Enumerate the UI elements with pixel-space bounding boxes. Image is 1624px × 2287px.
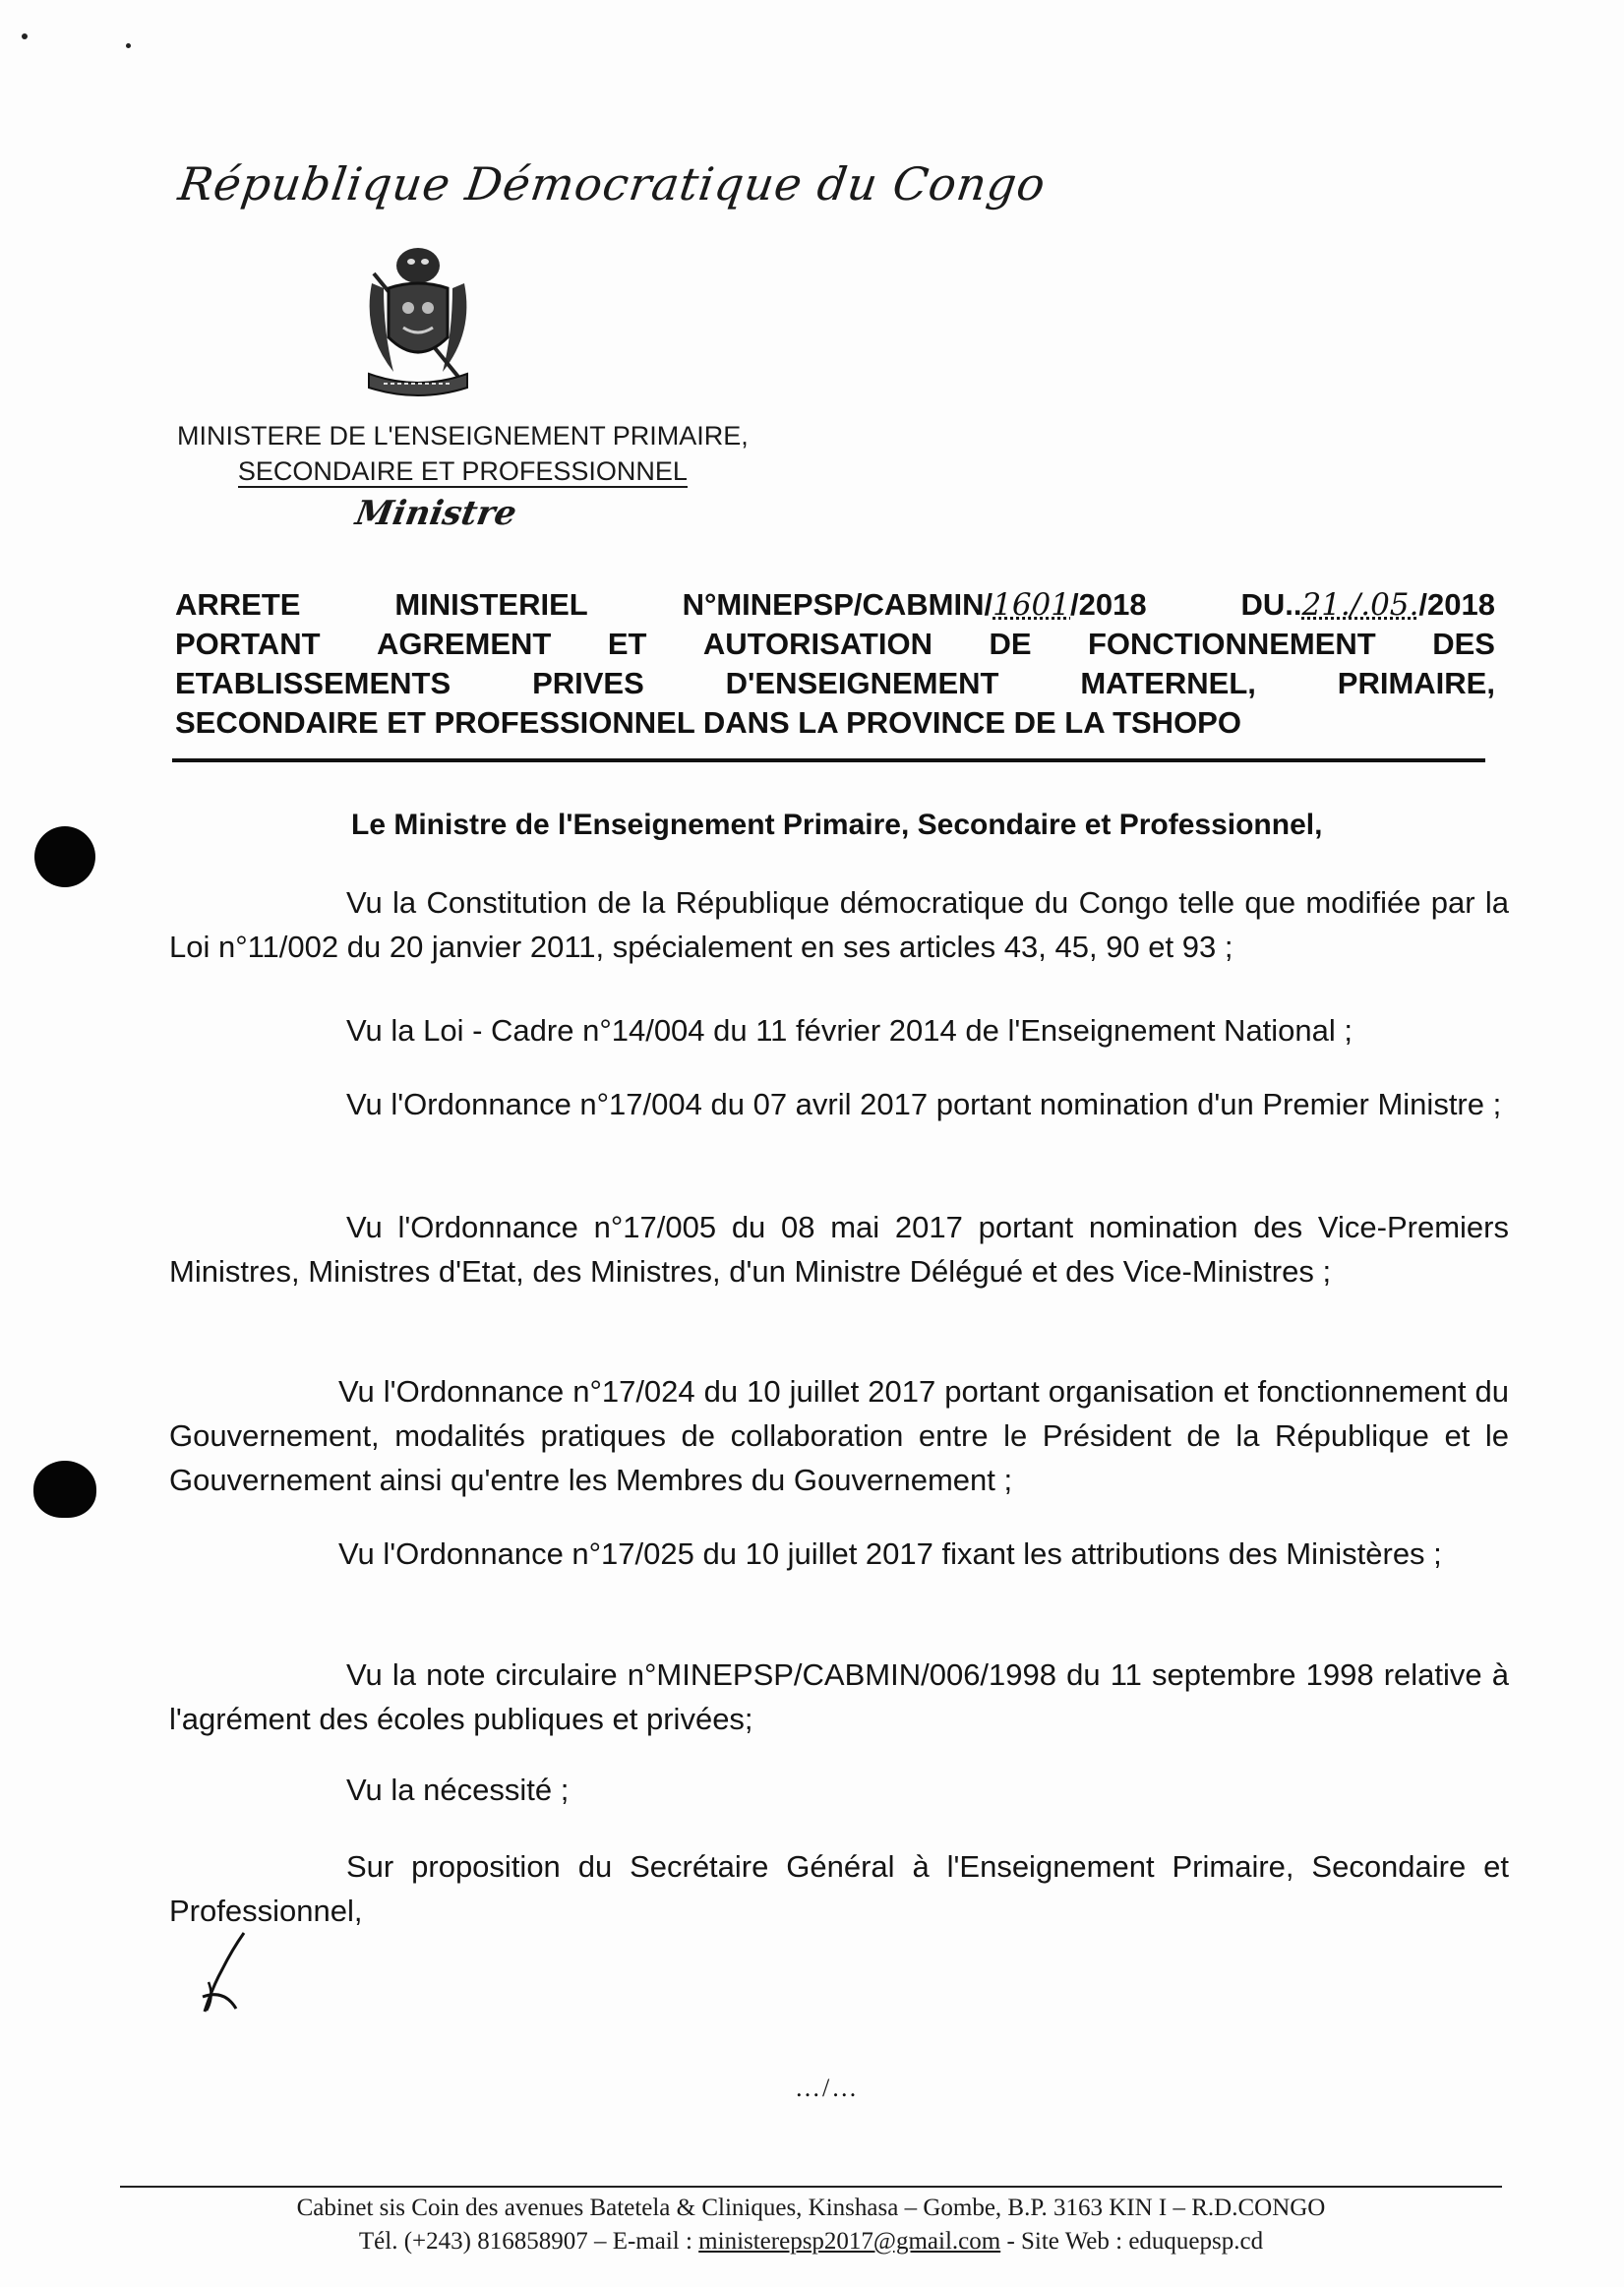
paragraph-text: Vu la nécessité ; <box>346 1773 570 1807</box>
footer-tel: Tél. (+243) 816858907 – E-mail : <box>358 2228 692 2255</box>
title-word: PRIVES <box>532 666 644 700</box>
title-word: PORTANT <box>175 627 321 661</box>
title-word: DE <box>989 627 1032 661</box>
paragraph-text: Vu la note circulaire n°MINEPSP/CABMIN/006/1998 du 11 septembre 1998 relative à l'agrément des écoles publiques et privées; <box>169 1657 1509 1736</box>
ministry-name <box>177 418 749 489</box>
considerant-paragraph <box>169 1653 1509 1741</box>
arrete-title-line-3 <box>175 664 1495 703</box>
paragraph-text: Vu la Constitution de la République démocratique du Congo telle que modifiée par la Loi n°11/002 du 20 janvier 2011, spécialement en ses articles 43, 45, 90 et 93 ; <box>169 885 1509 964</box>
footer-address: Cabinet sis Coin des avenues Batetela & Cliniques, Kinshasa – Gombe, B.P. 3163 KIN I – R.D.CONGO <box>296 2195 1326 2221</box>
minister-signature-title: Ministre <box>352 494 520 533</box>
punch-hole <box>33 1461 96 1518</box>
paragraph-text: Vu l'Ordonnance n°17/004 du 07 avril 2017 portant nomination d'un Premier Ministre ; <box>346 1087 1502 1121</box>
footer-contact <box>120 2225 1502 2258</box>
considerant-paragraph <box>169 1205 1509 1294</box>
paraph-initial <box>195 1928 254 2016</box>
minister-heading: Le Ministre de l'Enseignement Primaire, Secondaire et Professionnel, <box>351 809 1323 841</box>
arrete-number-suffix: /2018 <box>1070 587 1147 622</box>
arrete-date-prefix: DU.. <box>1240 587 1302 622</box>
arrete-title-line-1 <box>175 585 1495 625</box>
paragraph-text: Sur proposition du Secrétaire Général à l'Enseignement Primaire, Secondaire et Professionnel, <box>169 1849 1509 1928</box>
title-word: FONCTIONNEMENT <box>1087 627 1376 661</box>
arrete-date-handwritten: 21./.05. <box>1301 587 1419 623</box>
title-word: ET <box>607 627 647 661</box>
considerant-paragraph <box>169 1082 1509 1126</box>
arrete-title-line-2 <box>175 625 1495 664</box>
arrete-number <box>683 585 1147 625</box>
footer <box>120 2192 1502 2258</box>
coat-of-arms-emblem <box>354 244 482 401</box>
continuation-mark: …/… <box>795 2074 860 2102</box>
footer-email-link[interactable]: ministerepsp2017@gmail.com <box>698 2228 1001 2255</box>
title-word: MATERNEL, <box>1080 666 1256 700</box>
considerant-paragraph <box>169 1369 1509 1502</box>
ministry-line-2: SECONDAIRE ET PROFESSIONNEL <box>237 456 688 486</box>
considerant-paragraph <box>169 880 1509 969</box>
paragraph-text: Vu l'Ordonnance n°17/025 du 10 juillet 2017 fixant les attributions des Ministères ; <box>338 1536 1442 1571</box>
ministry-line-1: MINISTERE DE L'ENSEIGNEMENT PRIMAIRE, <box>177 421 749 451</box>
punch-hole <box>34 826 95 887</box>
title-word: D'ENSEIGNEMENT <box>725 666 999 700</box>
title-word: DES <box>1432 627 1495 661</box>
paragraph-text: Vu l'Ordonnance n°17/024 du 10 juillet 2017 portant organisation et fonctionnement du Gouvernement, modalités pratiques de collaboration entre le Président de la République et le Gouvernement ainsi qu'entre les Membres du Gouvernement ; <box>169 1374 1509 1497</box>
paragraph-text: Vu l'Ordonnance n°17/005 du 08 mai 2017 portant nomination des Vice-Premiers Ministres, Ministres d'Etat, des Ministres, d'un Ministre Délégué et des Vice-Ministres ; <box>169 1210 1509 1289</box>
paragraph-text: Vu la Loi - Cadre n°14/004 du 11 février 2014 de l'Enseignement National ; <box>346 1013 1353 1048</box>
considerant-paragraph <box>169 1532 1509 1576</box>
title-word: AGREMENT <box>376 627 552 661</box>
arrete-title <box>175 585 1495 743</box>
considerant-paragraph <box>169 1008 1509 1053</box>
footer-website: - Site Web : eduquepsp.cd <box>1006 2228 1264 2255</box>
arrete-number-prefix: N°MINEPSP/CABMIN/ <box>682 587 993 622</box>
considerant-paragraph <box>169 1768 1509 1812</box>
title-word: PRIMAIRE, <box>1337 666 1495 700</box>
republic-heading: République Démocratique du Congo <box>175 157 1050 211</box>
arrete-title-line-4: SECONDAIRE ET PROFESSIONNEL DANS LA PROVINCE DE LA TSHOPO <box>175 705 1241 740</box>
footer-divider <box>120 2186 1502 2188</box>
arrete-date-suffix: /2018 <box>1418 587 1495 622</box>
ministeriel-word: MINISTERIEL <box>394 587 588 622</box>
scan-speck <box>126 43 131 48</box>
considerant-paragraph <box>169 1844 1509 1933</box>
arrete-word: ARRETE <box>175 587 301 622</box>
title-word: AUTORISATION <box>702 627 932 661</box>
arrete-date <box>1240 585 1494 625</box>
title-word: ETABLISSEMENTS <box>175 666 451 700</box>
title-divider <box>172 758 1485 762</box>
arrete-number-handwritten: 1601 <box>992 587 1071 623</box>
scan-speck <box>22 33 28 39</box>
